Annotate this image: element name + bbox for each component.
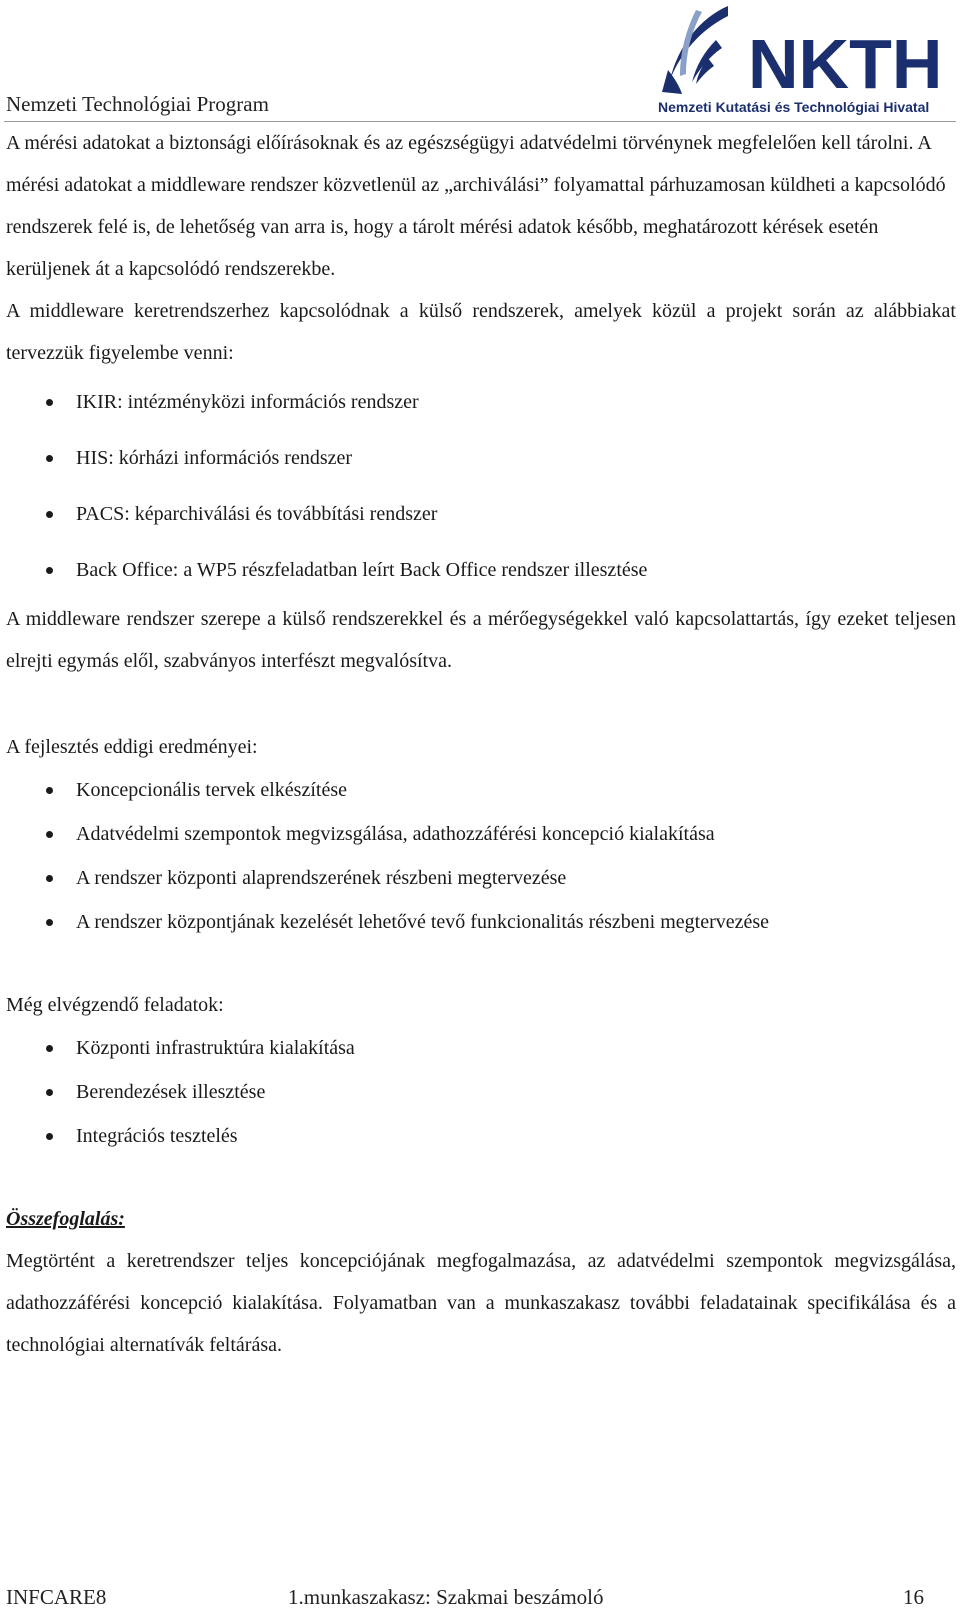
logo-wordmark: NKTH: [748, 25, 943, 103]
list-item: Koncepcionális tervek elkészítése: [6, 768, 956, 812]
list-item: Központi infrastruktúra kialakítása: [6, 1026, 956, 1070]
todo-heading: Még elvégzendő feladatok:: [6, 994, 224, 1016]
footer-project-code: INFCARE8: [6, 1585, 107, 1609]
header-program-title: Nemzeti Technológiai Program: [6, 92, 269, 116]
paragraph-data-storage: A mérési adatokat a biztonsági előírásoknak és az egészségügyi adatvédelmi törvénynek megfelelően kell tárolni. A mérési adatokat a middleware rendszer közvetlenül az „archiválási” folyamattal párhuzamosan küldheti a kapcsolódó rendszerek felé is, de lehetőség van arra is, hogy a tárolt mérési adatok később, meghatározott kérések esetén kerüljenek át a kapcsolódó rendszerekbe.: [6, 132, 946, 280]
list-item: PACS: képarchiválási és továbbítási rendszer: [6, 486, 956, 542]
page-footer: [6, 1585, 954, 1617]
external-systems-list: [6, 374, 956, 598]
page-number: 16: [903, 1585, 924, 1609]
list-item: Back Office: a WP5 részfeladatban leírt Back Office rendszer illesztése: [6, 542, 956, 598]
results-heading: A fejlesztés eddigi eredményei:: [6, 736, 258, 758]
results-list: [6, 768, 956, 944]
list-item: HIS: kórházi információs rendszer: [6, 430, 956, 486]
list-item: Adatvédelmi szempontok megvizsgálása, adathozzáférési koncepció kialakítása: [6, 812, 956, 856]
list-item: A rendszer központjának kezelését lehetővé tevő funkcionalitás részbeni megtervezése: [6, 900, 956, 944]
list-item: Integrációs tesztelés: [6, 1114, 956, 1158]
list-item: A rendszer központi alaprendszerének részbeni megtervezése: [6, 856, 956, 900]
list-item: IKIR: intézményközi információs rendszer: [6, 374, 956, 430]
list-item: Berendezések illesztése: [6, 1070, 956, 1114]
document-body: [6, 122, 956, 1366]
logo-subtitle: Nemzeti Kutatási és Technológiai Hivatal: [658, 99, 930, 115]
summary-heading: Összefoglalás:: [6, 1208, 125, 1230]
summary-paragraph: Megtörtént a keretrendszer teljes koncepciójának megfogalmazása, az adatvédelmi szempontok megvizsgálása, adathozzáférési koncepció kialakítása. Folyamatban van a munkaszakasz további feladatainak specifikálása és a technológiai alternatívák feltárása.: [6, 1250, 956, 1356]
paragraph-external-systems: A middleware keretrendszerhez kapcsolódnak a külső rendszerek, amelyek közül a projekt során az alábbiakat tervezzük figyelembe venni:: [6, 300, 956, 364]
nkth-logo: [656, 0, 956, 120]
footer-title: 1.munkaszakasz: Szakmai beszámoló: [288, 1585, 604, 1609]
todo-list: [6, 1026, 956, 1158]
paragraph-middleware-role: A middleware rendszer szerepe a külső rendszerekkel és a mérőegységekkel való kapcsolattartás, így ezeket teljesen elrejti egymás elől, szabványos interfészt megvalósítva.: [6, 608, 956, 672]
